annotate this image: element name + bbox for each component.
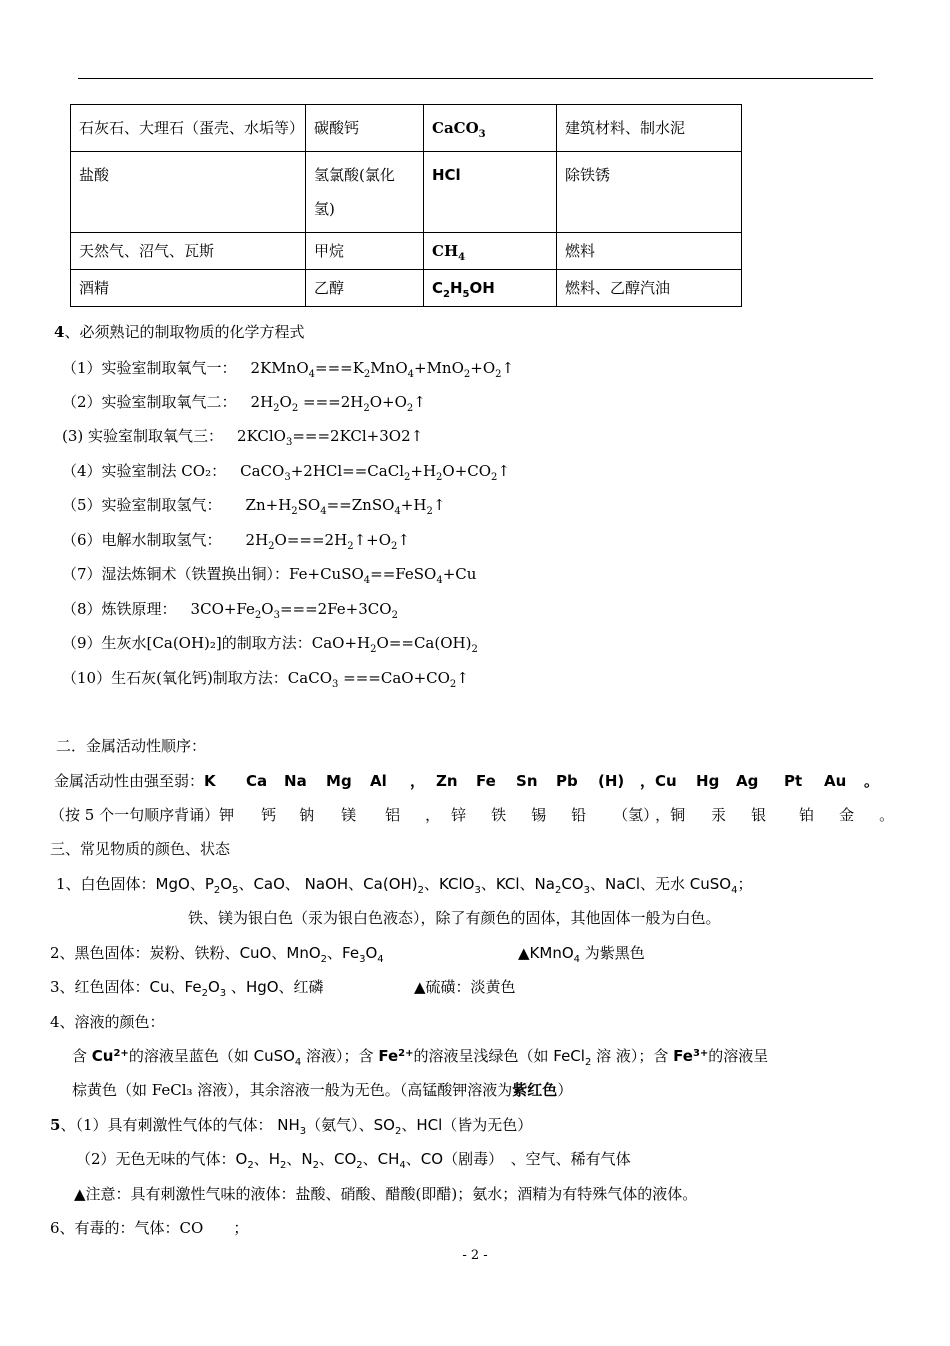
formula-cell: $CH_4$ (424, 233, 557, 270)
equation: 2KClO$_3$===2KCl+3O2↑ (237, 427, 424, 448)
use-cell: 除铁锈 (557, 152, 742, 233)
equation: $2KMnO_4===K_2MnO_4+MnO_2+O_2↑$ (250, 359, 515, 380)
metal-name: 。 (879, 806, 895, 824)
equation-item: (3) 实验室制取氧气三： 2KClO$_3$===2KCl+3O2↑ (62, 427, 424, 448)
metal-symbol: Zn (436, 772, 458, 790)
metal-list (204, 772, 884, 790)
gas-odorless-line: （2）无色无味的气体：$O_2$、$H_2$、$N_2$、$CO_2$、$CH_4$、CO（剧毒） 、空气、稀有气体 (76, 1150, 631, 1171)
metal-symbol: Fe (476, 772, 496, 790)
kmno4-note: ▲KMnO$_4$ 为紫黑色 (518, 944, 645, 965)
metal-symbol: Pt (784, 772, 803, 790)
metal-name: 镁 (341, 806, 357, 824)
metal-name: 铅 (571, 806, 587, 824)
white-solid-note: 铁、镁为银白色（汞为银白色液态），除了有颜色的固体，其他固体一般为白色。 (188, 909, 721, 927)
metal-name: 铝 (385, 806, 401, 824)
black-solid-line: 2、黑色固体：炭粉、铁粉、CuO、MnO$_2$、$Fe_3O_4$ (50, 944, 384, 965)
white-solid-list: MgO、$P_2O_5$、CaO、 NaOH、$Ca(OH)_2$、KClO$_3$、KCl、$Na_2CO_3$、NaCl、无水 CuSO$_4$； (155, 875, 753, 896)
equation-item: （8）炼铁原理： $3CO+Fe_2O_3===2Fe+3CO_2$ (62, 600, 398, 621)
page-number: - 2 - (462, 1248, 488, 1263)
red-solid-line: 3、红色固体：Cu、$Fe_2O_3$ 、HgO、红磷 (50, 978, 324, 999)
table-row (71, 152, 742, 233)
metal-symbol: ， (410, 772, 426, 790)
equation-item: （5）实验室制取氢气： $Zn+H_2SO_4==ZnSO_4+H_2↑$ (62, 496, 446, 517)
scientific-name-cell: 氢氯酸(氯化氢) (306, 152, 424, 233)
use-cell: 燃料 (557, 233, 742, 270)
metal-symbol: Al (370, 772, 387, 790)
metal-name: ， (425, 806, 441, 824)
section-2-heading: 二．金属活动性顺序： (56, 737, 207, 755)
liquid-note: ▲注意：具有刺激性气味的液体：盐酸、硝酸、醋酸(即醋)；氨水；酒精为有特殊气体的液体。 (74, 1185, 698, 1203)
formula-cell: HCl (424, 152, 557, 233)
use-cell: 建筑材料、制水泥 (557, 105, 742, 152)
irritant-gas-list: $NH_3$ (277, 1116, 307, 1137)
metal-name: （氢） (613, 806, 659, 824)
metal-symbol: (H) (598, 772, 625, 790)
gas-irritant-line: 5、（1）具有刺激性气体的气体： $NH_3$（氨气）、$SO_2$、HCl（皆为无色） (50, 1116, 533, 1137)
metal-name: 铁 (491, 806, 507, 824)
metal-symbol: Hg (696, 772, 720, 790)
table-row (71, 233, 742, 270)
equation-item: （7）湿法炼铜术（铁置换出铜）：Fe+CuSO$_4$==FeSO$_4$+Cu (62, 565, 477, 586)
common-name-cell: 天然气、沼气、瓦斯 (71, 233, 306, 270)
equation-item: （1）实验室制取氧气一： $2KMnO_4===K_2MnO_4+MnO_2+O_2↑$ (62, 359, 515, 380)
metal-name: 锌 (451, 806, 467, 824)
equation: $2H_2O_2$ $===2H_2O+O_2↑$ (250, 393, 426, 414)
metal-name: 金 (839, 806, 855, 824)
metal-symbol: ，Cu (640, 772, 677, 790)
metal-name: ，铜 (655, 806, 686, 824)
equation-item: （4）实验室制法 CO₂： $CaCO_3+2HCl==CaCl_2+H_2O+CO_2↑$ (62, 462, 510, 483)
equation-item: （10）生石灰(氧化钙)制取方法：CaCO$_3$ $===CaO+CO_2↑$ (62, 669, 469, 690)
table-row (71, 105, 742, 152)
common-name-cell: 酒精 (71, 270, 306, 307)
metal-symbol: K (204, 772, 216, 790)
metal-name: 锡 (531, 806, 547, 824)
metal-symbol: Na (284, 772, 307, 790)
odorless-gas-list: $O_2$、$H_2$、$N_2$、$CO_2$、$CH_4$、CO (235, 1150, 444, 1171)
use-cell: 燃料、乙醇汽油 (557, 270, 742, 307)
metal-symbol: Ag (736, 772, 759, 790)
metal-symbol: Ca (246, 772, 268, 790)
common-name-cell: 石灰石、大理石（蛋壳、水垢等） (71, 105, 306, 152)
equation: CaCO$_3$ $===CaO+CO_2↑$ (287, 669, 469, 690)
equation: $3CO+Fe_2O_3===2Fe+3CO_2$ (190, 600, 398, 621)
toxic-line: 6、有毒的：气体：CO ； (50, 1219, 249, 1237)
metal-name: 汞 (711, 806, 727, 824)
section-3-heading: 三、常见物质的颜色、状态 (50, 840, 231, 858)
metal-symbol: Au (824, 772, 847, 790)
equation: $CaCO_3+2HCl==CaCl_2+H_2O+CO_2↑$ (240, 462, 510, 483)
equation: Fe+CuSO$_4$==FeSO$_4$+Cu (289, 565, 477, 586)
solution-color-line-1: 含 $Cu^{2+}$的溶液呈蓝色（如 CuSO$_4$ 溶液）；含 $Fe^{2+}$的溶液呈浅绿色（如 FeCl$_2$ 溶 液）；含 $Fe^{3+}$的溶液呈 (72, 1047, 769, 1068)
equation: $Zn+H_2SO_4==ZnSO_4+H_2↑$ (245, 496, 446, 517)
scientific-name-cell: 乙醇 (306, 270, 424, 307)
red-solid-list: Cu、$Fe_2O_3$ 、HgO、红磷 (149, 978, 324, 999)
metal-symbol: Sn (516, 772, 538, 790)
scientific-name-cell: 碳酸钙 (306, 105, 424, 152)
white-solid-line: 1、白色固体：MgO、$P_2O_5$、CaO、 NaOH、$Ca(OH)_2$、KClO$_3$、KCl、$Na_2CO_3$、NaCl、无水 CuSO$_4$； (56, 875, 753, 896)
recite-list (219, 806, 899, 824)
metal-symbol: Mg (326, 772, 352, 790)
metal-name: 钾 (219, 806, 235, 824)
substance-table (70, 104, 742, 307)
formula-cell: $C_2H_5OH$ (424, 270, 557, 307)
metal-name: 铂 (799, 806, 815, 824)
header-rule (78, 78, 873, 79)
equation-item: （2）实验室制取氧气二： $2H_2O_2$ $===2H_2O+O_2↑$ (62, 393, 426, 414)
metal-name: 银 (751, 806, 767, 824)
formula-cell: CaCO$_3$ (424, 105, 557, 152)
scientific-name-cell: 甲烷 (306, 233, 424, 270)
equation: $CaO+H_2O==Ca(OH)_2$ (311, 634, 478, 655)
sulfur-note: ▲硫磺：淡黄色 (414, 978, 516, 996)
metal-symbol: 。 (864, 772, 880, 790)
metal-name: 钠 (299, 806, 315, 824)
equation-item: （9）生灰水[Ca(OH)₂]的制取方法：$CaO+H_2O==Ca(OH)_2$ (62, 634, 478, 655)
metal-symbol: Pb (556, 772, 578, 790)
common-name-cell: 盐酸 (71, 152, 306, 233)
section-4-heading: 4、必须熟记的制取物质的化学方程式 (54, 323, 305, 341)
solution-color-label: 4、溶液的颜色： (50, 1013, 165, 1031)
metal-activity-line: 金属活动性由强至弱：K Ca Na Mg Al ， Zn Fe Sn Pb (H) ，Cu Hg Ag Pt Au 。 (54, 771, 884, 791)
table-row (71, 270, 742, 307)
equation: $2H_2O===2H_2↑+O_2↑$ (245, 531, 410, 552)
black-solid-list: 炭粉、铁粉、CuO、MnO$_2$、$Fe_3O_4$ (149, 944, 384, 965)
solution-color-line-2: 棕黄色（如 FeCl₃ 溶液），其余溶液一般为无色。（高锰酸钾溶液为紫红色） (72, 1081, 573, 1099)
metal-recite-line: （按 5 个一句顺序背诵）钾 钙 钠 镁 铝 ， 锌 铁 锡 铅 （氢），铜 汞 银 铂 金 。 (50, 805, 899, 825)
equation-item: （6）电解水制取氢气： $2H_2O===2H_2↑+O_2↑$ (62, 531, 410, 552)
metal-name: 钙 (261, 806, 277, 824)
